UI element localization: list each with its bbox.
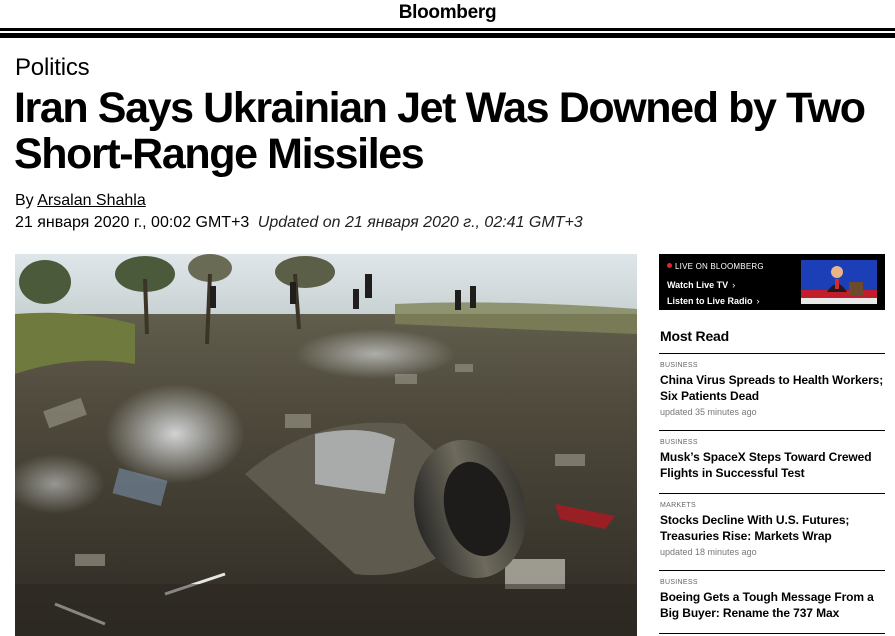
divider [659, 570, 885, 571]
byline-prefix: By [15, 192, 34, 209]
listen-live-radio-label: Listen to Live Radio [667, 296, 753, 306]
live-video-thumbnail[interactable] [801, 260, 877, 304]
article-headline: Iran Says Ukrainian Jet Was Downed by Two Short-Range Missiles [14, 84, 865, 178]
crash-site-photo-image [15, 254, 637, 636]
divider [659, 493, 885, 494]
divider [659, 353, 885, 354]
published-date: 21 января 2020 г., 00:02 GMT+3 [15, 214, 250, 231]
lead-photo[interactable] [15, 254, 637, 636]
item-headline[interactable]: Boeing Gets a Tough Message From a Big Buyer: Rename the 737 Max [660, 590, 874, 620]
section-label[interactable]: Politics [15, 54, 90, 81]
live-tag [667, 262, 764, 271]
updated-date: Updated on 21 января 2020 г., 02:41 GMT+3 [257, 214, 583, 231]
most-read-item[interactable] [660, 362, 886, 417]
chevron-right-icon: › [732, 280, 736, 290]
item-category: BUSINESS [660, 439, 698, 446]
item-headline[interactable]: China Virus Spreads to Health Workers; Six Patients Dead [660, 373, 884, 403]
most-read-item[interactable] [660, 579, 886, 621]
live-video-thumbnail-image [801, 260, 877, 304]
most-read-title: Most Read [660, 328, 729, 344]
top-bar [0, 0, 895, 28]
most-read-item[interactable] [660, 439, 886, 481]
item-category: BUSINESS [660, 579, 698, 586]
bloomberg-logo[interactable]: Bloomberg [398, 2, 497, 23]
item-timestamp: updated 18 minutes ago [660, 547, 757, 557]
live-dot-icon [667, 263, 672, 268]
item-headline[interactable]: Stocks Decline With U.S. Futures; Treasuries Rise: Markets Wrap [660, 513, 850, 543]
watch-live-tv-label: Watch Live TV [667, 280, 729, 290]
most-read-item[interactable] [660, 502, 886, 557]
item-timestamp: updated 35 minutes ago [660, 407, 757, 417]
item-category: BUSINESS [660, 362, 698, 369]
watch-live-tv-link[interactable] [667, 280, 735, 290]
divider [659, 430, 885, 431]
header-rule [0, 28, 895, 38]
live-on-bloomberg-box[interactable] [659, 254, 885, 310]
article-dates [15, 214, 583, 232]
live-tag-label: LIVE ON BLOOMBERG [675, 262, 764, 271]
listen-live-radio-link[interactable] [667, 296, 760, 306]
byline [15, 192, 146, 210]
item-headline[interactable]: Musk’s SpaceX Steps Toward Crewed Flights in Successful Test [660, 450, 872, 480]
item-category: MARKETS [660, 502, 696, 509]
author-link[interactable]: Arsalan Shahla [37, 192, 146, 209]
chevron-right-icon: › [756, 296, 760, 306]
divider [659, 633, 885, 634]
